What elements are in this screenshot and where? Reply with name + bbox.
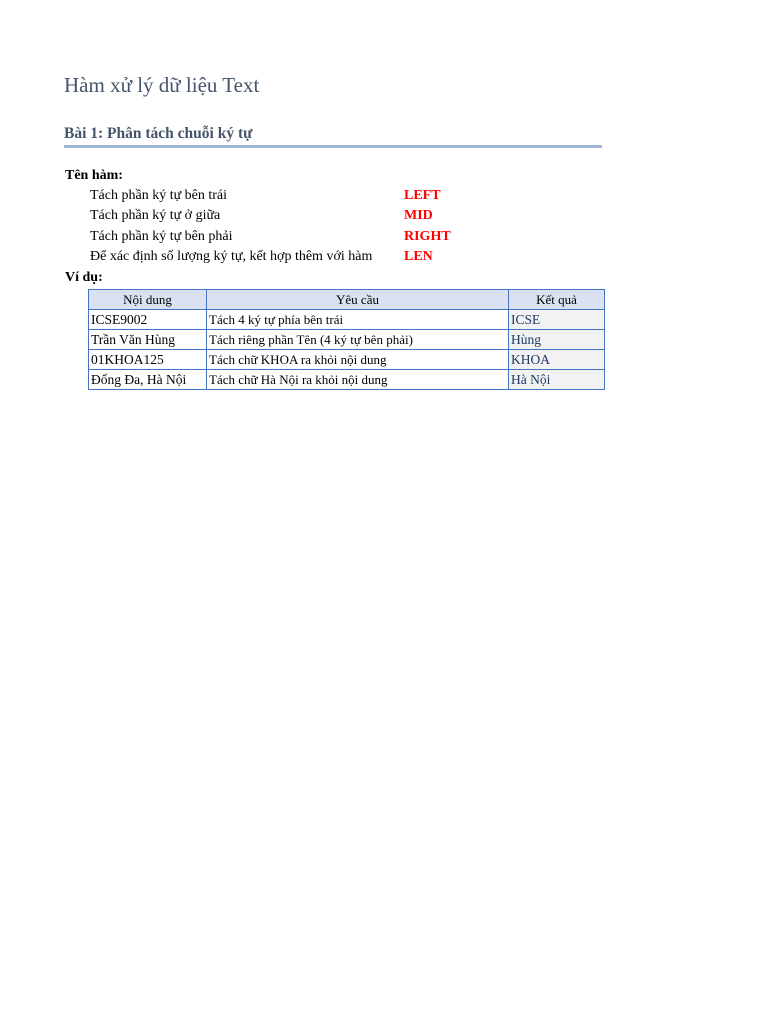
cell-requirement: Tách 4 ký tự phía bên trái — [207, 310, 509, 330]
function-description: Tách phần ký tự ở giữa — [90, 208, 221, 223]
table-row — [89, 370, 605, 390]
function-description: Tách phần ký tự bên trái — [90, 188, 228, 203]
table-row — [89, 330, 605, 350]
cell-result: Hùng — [509, 330, 605, 350]
heading-underline — [64, 145, 602, 148]
function-name: LEN — [404, 249, 433, 264]
function-row — [90, 229, 610, 249]
header-requirement: Yêu cầu — [207, 290, 509, 310]
cell-requirement: Tách riêng phần Tên (4 ký tự bên phải) — [207, 330, 509, 350]
function-description: Tách phần ký tự bên phải — [90, 229, 233, 244]
function-row — [90, 188, 610, 208]
cell-content: Trần Văn Hùng — [89, 330, 207, 350]
header-content: Nội dung — [89, 290, 207, 310]
document-title: Hàm xử lý dữ liệu Text — [64, 73, 260, 97]
cell-requirement: Tách chữ Hà Nội ra khỏi nội dung — [207, 370, 509, 390]
cell-content: 01KHOA125 — [89, 350, 207, 370]
examples-label: Ví dụ: — [65, 270, 103, 285]
section-heading: Bài 1: Phân tách chuỗi ký tự — [64, 125, 253, 142]
table-row — [89, 310, 605, 330]
table-row — [89, 350, 605, 370]
function-row — [90, 249, 610, 269]
cell-result: Hà Nội — [509, 370, 605, 390]
cell-result: KHOA — [509, 350, 605, 370]
cell-content: Đống Đa, Hà Nội — [89, 370, 207, 390]
table-header-row — [89, 290, 605, 310]
cell-requirement: Tách chữ KHOA ra khỏi nội dung — [207, 350, 509, 370]
examples-table — [88, 289, 605, 390]
functions-label: Tên hàm: — [65, 168, 123, 183]
cell-result: ICSE — [509, 310, 605, 330]
header-result: Kết quả — [509, 290, 605, 310]
function-name: MID — [404, 208, 433, 223]
function-name: RIGHT — [404, 229, 451, 244]
function-description: Để xác định số lượng ký tự, kết hợp thêm với hàm — [90, 249, 373, 264]
function-name: LEFT — [404, 188, 441, 203]
cell-content: ICSE9002 — [89, 310, 207, 330]
function-row — [90, 208, 610, 228]
